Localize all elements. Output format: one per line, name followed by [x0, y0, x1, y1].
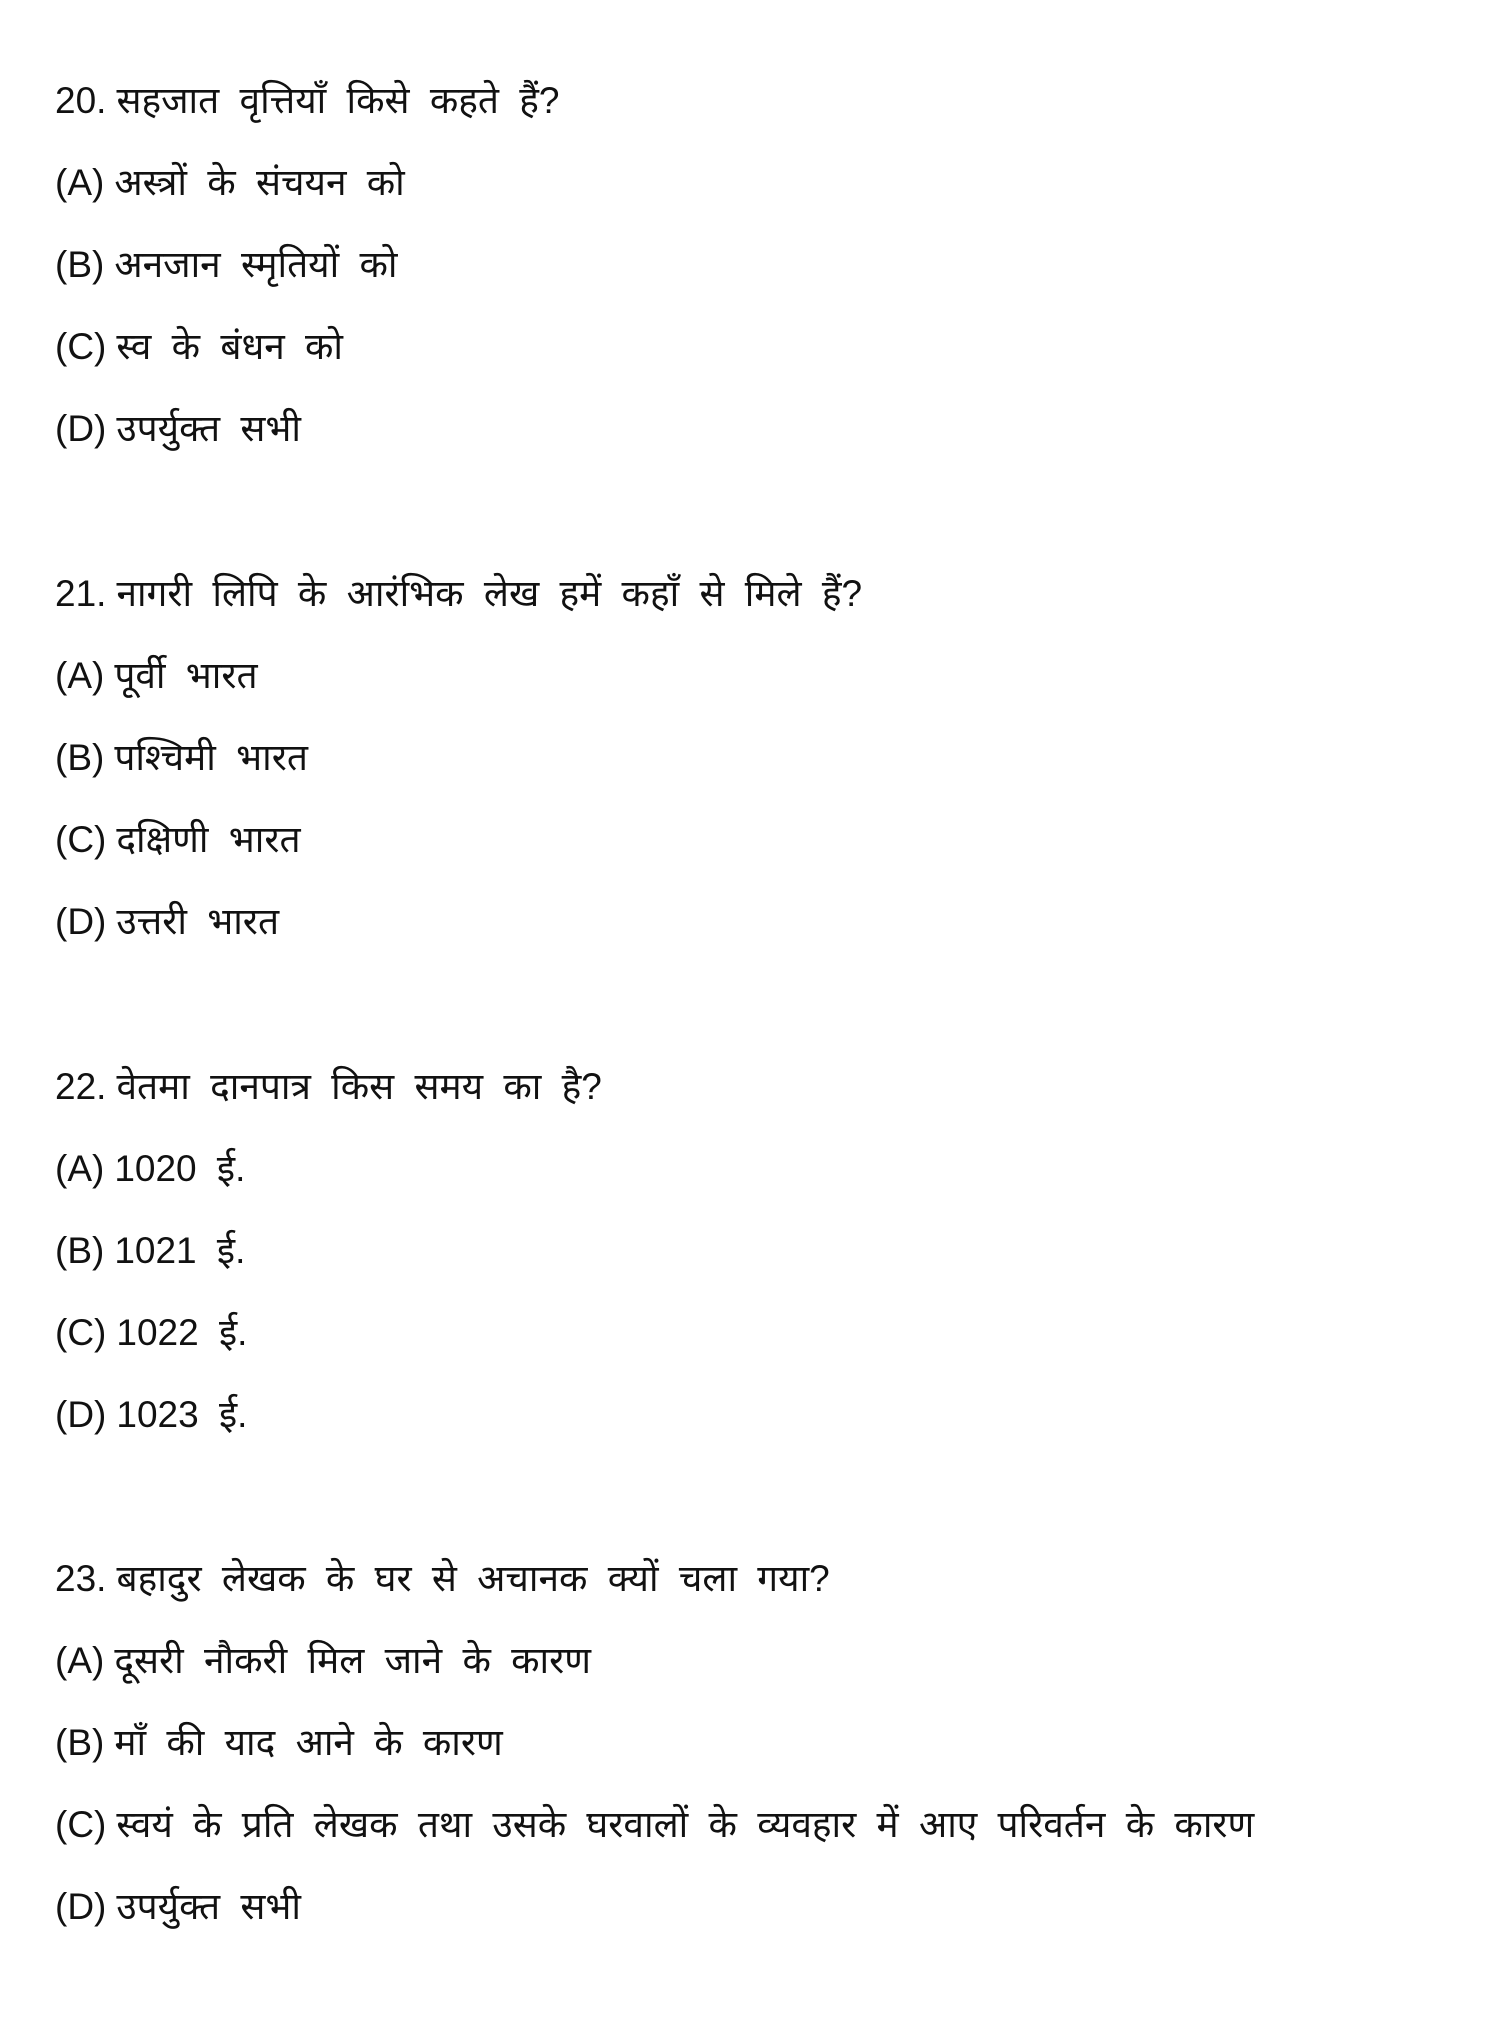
- option-text: अस्त्रों के संचयन को: [114, 162, 405, 203]
- question: [55, 572, 862, 616]
- option-label: (D): [55, 1394, 107, 1435]
- option-label: (B): [55, 244, 105, 285]
- option-label: (A): [55, 655, 105, 696]
- option: [55, 407, 301, 451]
- option-text: माँ की याद आने के कारण: [114, 1722, 503, 1763]
- option: [55, 1803, 1254, 1847]
- option: [55, 1721, 503, 1765]
- option-text: दूसरी नौकरी मिल जाने के कारण: [114, 1640, 592, 1681]
- option-text: उपर्युक्त सभी: [116, 408, 301, 449]
- option-label: (A): [55, 162, 105, 203]
- option: [55, 1393, 247, 1437]
- option-label: (C): [55, 326, 107, 367]
- option: [55, 1885, 301, 1929]
- question-text: नागरी लिपि के आरंभिक लेख हमें कहाँ से मिले हैं?: [116, 573, 863, 614]
- option: [55, 818, 301, 862]
- option-label: (B): [55, 737, 105, 778]
- option-text: 1021 ई.: [114, 1230, 246, 1271]
- option-label: (B): [55, 1230, 105, 1271]
- option-text: पूर्वी भारत: [114, 655, 258, 696]
- option-text: 1023 ई.: [116, 1394, 248, 1435]
- option-text: अनजान स्मृतियों को: [114, 244, 398, 285]
- option: [55, 900, 279, 944]
- option-label: (A): [55, 1640, 105, 1681]
- option-label: (C): [55, 819, 107, 860]
- option: [55, 243, 398, 287]
- option-label: (B): [55, 1722, 105, 1763]
- question-text: बहादुर लेखक के घर से अचानक क्यों चला गया?: [116, 1558, 830, 1599]
- option-text: पश्चिमी भारत: [114, 737, 308, 778]
- option-label: (A): [55, 1148, 105, 1189]
- question-label: 20.: [55, 80, 107, 121]
- question-text: वेतमा दानपात्र किस समय का है?: [116, 1066, 602, 1107]
- question: [55, 1557, 830, 1601]
- question-label: 21.: [55, 573, 107, 614]
- question-label: 22.: [55, 1066, 107, 1107]
- option-label: (D): [55, 901, 107, 942]
- option: [55, 1229, 245, 1273]
- option: [55, 1311, 247, 1355]
- option-text: दक्षिणी भारत: [116, 819, 301, 860]
- question-text: सहजात वृत्तियाँ किसे कहते हैं?: [116, 80, 560, 121]
- option-label: (C): [55, 1312, 107, 1353]
- option-label: (D): [55, 1886, 107, 1927]
- option-text: उपर्युक्त सभी: [116, 1886, 301, 1927]
- option: [55, 1147, 245, 1191]
- option: [55, 325, 343, 369]
- question-label: 23.: [55, 1558, 107, 1599]
- option: [55, 736, 308, 780]
- question: [55, 1065, 602, 1109]
- option-text: 1022 ई.: [116, 1312, 248, 1353]
- option: [55, 161, 405, 205]
- option: [55, 654, 258, 698]
- option-text: स्वयं के प्रति लेखक तथा उसके घरवालों के व्यवहार में आए परिवर्तन के कारण: [116, 1804, 1255, 1845]
- option-label: (C): [55, 1804, 107, 1845]
- option-text: उत्तरी भारत: [116, 901, 280, 942]
- option-text: 1020 ई.: [114, 1148, 246, 1189]
- option: [55, 1639, 591, 1683]
- option-text: स्व के बंधन को: [116, 326, 344, 367]
- option-label: (D): [55, 408, 107, 449]
- question: [55, 79, 560, 123]
